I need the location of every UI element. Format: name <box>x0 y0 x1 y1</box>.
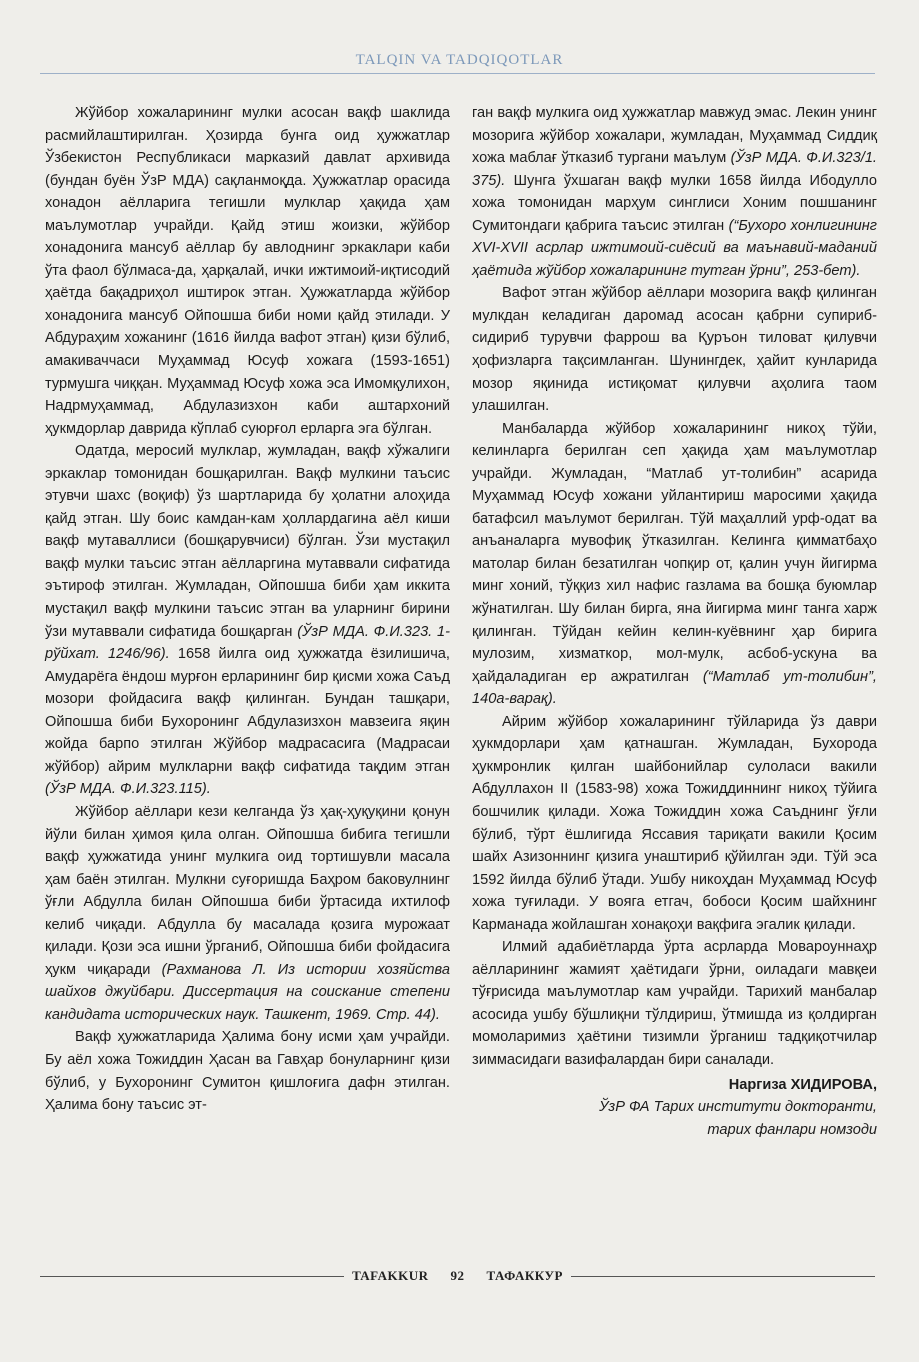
paragraph-text: Жўйбор аёллари кези келганда ўз ҳақ-ҳуқуқини қонун йўли билан ҳимоя қила олган. Ойпошша бибига тегишли вақф ҳужжатида унинг мулкига оид тортишувли масала ҳам баён этилган. Мулкни суғоришда Баҳром баковулнинг ўғли Абдулла билан Ойпошша биби ўртасида ихтилоф келиб чиқади. Абдулла бу масалада қозига мурожаат қилади. Қози эса ишни ўрганиб, Ойпошша биби фойдасига ҳукм чиқаради <box>45 803 450 978</box>
citation: (“Матлаб ут-толибин”, 140а-варақ). <box>472 668 877 708</box>
paragraph <box>45 440 450 801</box>
paragraph-text: ган вақф мулкига оид ҳужжатлар мавжуд эмас. Лекин унинг мозорига жўйбор хожалари, жумладан, Муҳаммад Сиддиқ хожа маблағ ўтказиб тургани маълум <box>472 105 877 167</box>
paragraph: Илмий адабиётларда ўрта асрларда Мовароуннаҳр аёлларининг жамият ҳаётидаги ўрни, оиладаги мавқеи тўғрисида маълумотлар кам учрайди. Тарихий манбалар асосида ушбу бўшлиқни тўлдириш, ўтмишда из қолдирган момоларимиз ҳаётини тизимли ўрганиш тадқиқотчилар зиммасидаги вазифалардан бири саналади. <box>472 939 877 1068</box>
paragraph: Айрим жўйбор хожаларининг тўйларида ўз даври ҳукмдорлари ҳам қатнашган. Жумладан, Бухорода ҳукмронлик қилган шайбонийлар сулоласи вакили Абдуллахон II (1583-98) хожа Тожиддиннинг никоҳ тўйига бошчилик қилади. Хожа Тожиддин хожа Саъднинг ўғли бўлиб, тўрт ёшлигида Яссавия тариқати вакили Қосим шайх Азизоннинг қизига унаштириб қўйилган эди. Тўй эса 1592 йилда бўлиб ўтади. Ушбу никоҳдан Муҳаммад Юсуф хожа туғилади. У вояга етгач, бобоси Қосим шайхнинг Карманада жойлашган хонақоҳи вақфига эгалик қилади. <box>472 713 877 933</box>
footer-rule-right <box>571 1276 875 1277</box>
footer-journal-cyrillic: ТАФАККУР <box>486 1268 563 1283</box>
running-header: TALQIN VA TADQIQOTLAR <box>355 52 564 68</box>
author-signature <box>472 1074 877 1142</box>
paragraph <box>472 102 877 282</box>
paragraph-text: Одатда, меросий мулклар, жумладан, вақф хўжалиги эркаклар томонидан бошқарилган. Вақф мулкини таъсис этувчи шахс (воқиф) ўз шартларида бу ҳолатни алоҳида қайд этган. Шу боис камдан-кам ҳоллардагина аёл киши вақф мутаваллиси (бошқарувчиси) бўлган. Ўзи мустақил вақф мулки таъсис этган аёлларгина мутаввали сифатида эътироф этилган. Жумладан, Ойпошша биби ҳам иккита мустақил вақф мулкини таъсис этган ва уларнинг бирини ўзи мутаввали сифатида бошқарган <box>45 443 450 640</box>
paragraph-text: 1658 йилга оид ҳужжатда ёзилишича, Амударёга ёндош мурғон ерларининг бир қисми хожа Саъд мозори фойдасига вақф қилинган. Бундан ташқари, Ойпошша биби Бухоронинг Абдулазизхон мавзеига яқин жойда барпо этилган Жўйбор мадрасасига (Мадрасаи жўйбор) айрим мулкларни вақф сифатида тақдим этган <box>45 646 450 775</box>
paragraph-text: Шунга ўхшаган вақф мулки 1658 йилда Ибодулло хожа томонидан марҳум синглиси Хоним пошшанинг Сумитондаги қабрига таъсис этилган <box>472 172 877 234</box>
paragraph <box>45 801 450 1026</box>
page-number: 92 <box>450 1268 465 1283</box>
author-name: Наргиза ХИДИРОВА, <box>728 1076 877 1093</box>
paragraph: Вафот этган жўйбор аёллари мозорига вақф қилинган мулкдан келадиган даромад асосан қабрни супириб-сидириб турувчи фаррош ва Қуръон тиловат қилувчи ҳофизларга тақсимланган. Шунингдек, ҳайит кунларида мозор яқинида истиқомат қилувчи аҳолига таом улашилган. <box>472 285 877 415</box>
citation: (ЎзР МДА. Ф.И.323/1. 375). <box>472 150 877 189</box>
citation: (“Бухоро хонлигининг XVI-XVII асрлар ижтимоий-сиёсий ва маънавий-маданий ҳаётида жўйбор хожаларининг тутган ўрни”, 253-бет). <box>472 217 878 279</box>
citation: (Рахманова Л. Из истории хозяйства шайхов джуйбари. Диссертация на соискание степени кандидата исторических наук. Ташкент, 1969. Стр. 44). <box>45 961 450 1023</box>
author-affiliation: ЎзР ФА Тарих институти докторанти, <box>599 1099 877 1116</box>
paragraph: Жўйбор хожаларининг мулки асосан вақф шаклида расмийлаштирилган. Ҳозирда бунга оид ҳужжатлар Ўзбекистон Республикаси марказий давлат архивида (бундан буён ЎзР МДА) сақланмоқда. Ҳужжатлар орасида хонадон аёлларига тегишли мулклар ҳақида ҳам маълумотлар учрайди. Қайд этиш жоизки, жўйбор хонадонига мансуб аёллар бу авлоднинг эркаклари каби ўта фаол бўлмаса-да, ҳарқалай, ички ижтимоий-иқтисодий ҳаётда бақадриҳол иштирок этган. Ҳужжатларда жўйбор хонадонига мансуб Ойпошша биби номи қайд этилади. У Абдураҳим хожанинг (1616 йилда вафот этган) қизи бўлиб, амакиваччаси Муҳаммад Юсуф хожага (1593-1651) турмушга чиққан. Муҳаммад Юсуф хожа эса Имомқулихон, Надрмуҳаммад, Абдулазизхон каби аштархоний ҳукмдорлар даврида кўплаб суюрғол ерларга эга бўлган. <box>45 105 450 437</box>
footer-rule-left <box>40 1276 344 1277</box>
author-degree: тарих фанлари номзоди <box>707 1121 877 1138</box>
page-footer <box>40 1266 875 1286</box>
left-column <box>45 102 450 1117</box>
footer-journal-latin: TAFAKKUR <box>352 1268 429 1283</box>
citation: (ЎзР МДА. Ф.И.323.115). <box>45 781 211 798</box>
paragraph <box>472 418 877 711</box>
paragraph: Вақф ҳужжатларида Ҳалима бону исми ҳам учрайди. Бу аёл хожа Тожиддин Ҳасан ва Гавҳар бонуларнинг қизи бўлиб, у Бухоронинг Сумитон қишлоғига дафн этилган. Ҳалима бону таъсис эт- <box>45 1029 450 1114</box>
paragraph-text: Манбаларда жўйбор хожаларининг никоҳ тўйи, келинларга берилган сеп ҳақида ҳам маълумотлар учрайди. Жумладан, “Матлаб ут-толибин” асарида Муҳаммад Юсуф хожани уйлантириш маросими ҳақида батафсил маълумот берилган. Тўй маҳаллий урф-одат ва анъаналарга мувофиқ ўтказилган. Келинга қимматбаҳо матолар билан безатилган чопқир от, қалин учун йигирма минг хоний, тўққиз хил нафис газлама ва бошқа буюмлар жўнатилган. Шу билан бирга, яна йигирма минг танга харж қилинган. Тўйдан кейин келин-куёвнинг ҳар бирига мулозим, хизматкор, мол-мулк, асбоб-ускуна ва ҳайдаладиган ер ажратилган <box>472 420 877 685</box>
right-column <box>472 102 877 1141</box>
citation: (ЎзР МДА. Ф.И.323. 1-рўйхат. 1246/96). <box>45 623 450 663</box>
header-rule <box>40 73 875 74</box>
